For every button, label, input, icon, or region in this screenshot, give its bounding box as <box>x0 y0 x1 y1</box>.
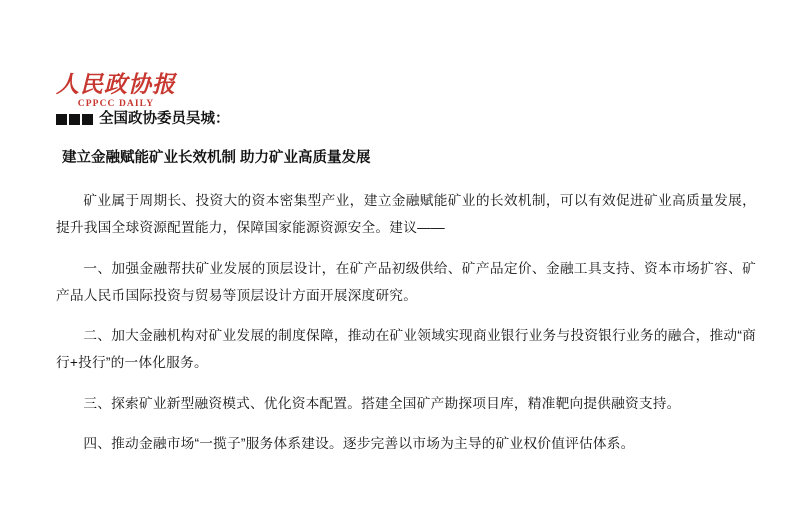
article-paragraph: 三、探索矿业新型融资模式、优化资本配置。搭建全国矿产勘探项目库，精准靶向提供融资支持。 <box>83 395 681 411</box>
newspaper-masthead <box>56 72 176 109</box>
article-paragraph: 一、加强金融帮扶矿业发展的顶层设计，在矿产品初级供给、矿产品定价、金融工具支持、资本市场扩容、矿产品人民币国际投资与贸易等顶层设计方面开展深度研究。 <box>56 260 756 303</box>
article-paragraph: 二、加大金融机构对矿业发展的制度保障，推动在矿业领域实现商业银行业务与投资银行业务的融合，推动“商行+投行”的一体化服务。 <box>56 328 756 370</box>
article-paragraph: 四、推动金融市场“一揽子”服务体系建设。逐步完善以市场为主导的矿业权价值评估体系。 <box>83 436 635 452</box>
article-headline: 建立金融赋能矿业长效机制 助力矿业高质量发展 <box>62 150 371 167</box>
masthead-title: 人民政协报 <box>56 72 176 97</box>
article-paragraph: 矿业属于周期长、投资大的资本密集型产业，建立金融赋能矿业的长效机制，可以有效促进矿业高质量发展，提升我国全球资源配置能力，保障国家能源资源安全。建议—— <box>56 193 756 236</box>
masthead-subtitle: CPPCC DAILY <box>77 99 155 110</box>
article-content <box>56 108 756 472</box>
square-bullets-icon <box>56 114 93 125</box>
article-byline <box>56 108 756 131</box>
byline-text: 全国政协委员吴城： <box>99 111 230 127</box>
